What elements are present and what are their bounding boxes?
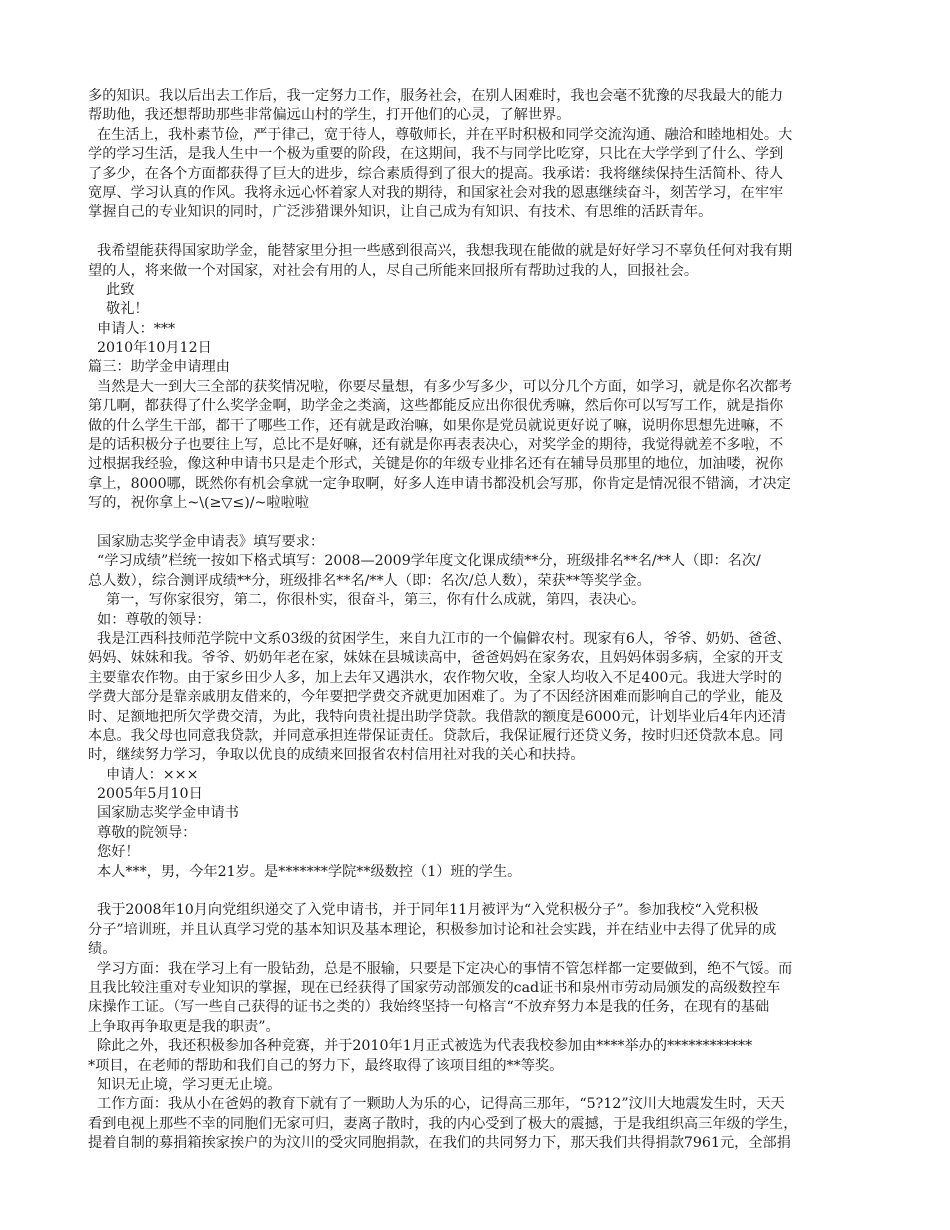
text-line: 此致: [88, 281, 135, 298]
text-line: 做的什么学生干部，都干了哪些工作，还有就是政治嘛，如果你是党员就说更好说了嘛，说明你思想先进嘛，不: [88, 417, 784, 434]
text-line: 第一，写你家很穷，第二，你很朴实，很奋斗，第三，你有什么成就，第四，表决心。: [88, 592, 646, 609]
blank-line: [88, 223, 950, 242]
text-line: 学的学习生活，是我人生中一个极为重要的阶段，在这期间，我不与同学比吃穿，只比在大学学到了什么、学到: [88, 146, 784, 163]
text-line: 时、足额地把所欠学费交清，为此，我特向贵社提出助学贷款。我借款的额度是6000元，计划毕业后4年内还清: [88, 708, 786, 725]
text-line: 工作方面：我从小在爸妈的教育下就有了一颗助人为乐的心，记得高三那年，“5?12”汶川大地震发生时，天天: [88, 1096, 785, 1113]
text-line: 妈妈、妹妹和我。爷爷、奶奶年老在家，妹妹在县城读高中，爸爸妈妈在家务农，且妈妈体弱多病，全家的开支: [88, 650, 784, 667]
text-line: 学习方面：我在学习上有一股钻劲，总是不服输，只要是下定决心的事情不管怎样都一定要做到，绝不气馁。而: [88, 960, 793, 977]
text-line: 您好！: [88, 844, 140, 861]
text-line: 我希望能获得国家助学金，能替家里分担一些感到很高兴，我想我现在能做的就是好好学习不辜负任何对我有期: [88, 243, 793, 260]
text-line: 在生活上，我朴素节俭，严于律己，宽于待人，尊敬师长，并在平时积极和同学交流沟通、融洽和睦地相处。大: [88, 126, 793, 143]
text-line: 国家励志奖学金申请书: [88, 805, 239, 822]
text-line: 如：尊敬的领导：: [88, 611, 211, 628]
text-line: 多的知识。我以后出去工作后，我一定努力工作，服务社会，在别人困难时，我也会毫不犹豫的尽我最大的能力: [88, 88, 784, 104]
blank-line: [88, 882, 950, 901]
text-line: 分子”培训班，并且认真学习党的基本知识及基本理论，积极参加讨论和社会实践，并在结业中去得了优异的成: [88, 921, 777, 938]
text-line: 总人数），综合测评成绩**分，班级排名**名/**人（即：名次/总人数），荣获**等奖学金。: [88, 572, 651, 589]
text-line: 除此之外，我还积极参加各种竞赛，并于2010年1月正式被选为代表我校参加由****举办的************: [88, 1038, 753, 1055]
text-line: 知识无止境，学习更无止境。: [88, 1076, 282, 1093]
text-line: 2005年5月10日: [88, 786, 203, 803]
text-line: 拿上，8000哪，既然你有机会拿就一定争取啊，好多人连申请书都没机会写那，你肯定是情况很不错滴，才决定: [88, 475, 791, 492]
text-line: 主要靠农作物。由于家乡田少人多，加上去年又遇洪水，农作物欠收，全家人均收入不足400元。我进大学时的: [88, 669, 782, 686]
text-line: 床操作工证。（写一些自己获得的证书之类的）我始终坚持一句格言“不放弃努力本是我的任务，在现有的基础: [88, 999, 770, 1016]
blank-line: [88, 514, 950, 533]
text-line: 掌握自己的专业知识的同时，广泛涉猎课外知识，让自己成为有知识、有技术、有思维的活跃青年。: [88, 204, 713, 221]
text-line: 且我比较注重对专业知识的掌握，现在已经获得了国家劳动部颁发的cad证书和泉州市劳动局颁发的高级数控车: [88, 979, 781, 996]
text-line: 是的话积极分子也要往上写，总比不是好嘛，还有就是你再表表决心，对奖学金的期待，我觉得就差不多啦，不: [88, 437, 784, 454]
text-line: 提着自制的募捐箱挨家挨户的为汶川的受灾同胞捐款，在我们的共同努力下，那天我们共得捐款7961元，全部捐: [88, 1135, 791, 1152]
text-line: 时，继续努力学习，争取以优良的成绩来回报省农村信用社对我的关心和扶持。: [88, 747, 585, 764]
text-line: 学费大部分是靠亲戚朋友借来的，今年要把学费交齐就更加困难了。为了不因经济困难而影响自己的学业，能及: [88, 689, 784, 706]
text-line: 当然是大一到大三全部的获奖情况啦，你要尽量想，有多少写多少，可以分几个方面，如学习，就是你名次都考: [88, 378, 793, 395]
text-line: 上争取再争取更是我的职责”。: [88, 1018, 280, 1035]
text-line: 我于2008年10月向党组织递交了入党申请书，并于同年11月被评为“入党积极分子”。参加我校“入党积极: [88, 902, 759, 919]
text-line: 第几啊，都获得了什么奖学金啊，助学金之类滴，这些都能反应出你很优秀嘛，然后你可以写写工作，就是指你: [88, 398, 784, 415]
text-line: 宽厚、学习认真的作风。我将永远心怀着家人对我的期待，和国家社会对我的恩惠继续奋斗，刻苦学习，在牢牢: [88, 184, 784, 201]
text-line: “学习成绩”栏统一按如下格式填写：2008—2009学年度文化课成绩**分，班级排名**名/**人（即：名次/: [88, 553, 761, 570]
text-line: 篇三：助学金申请理由: [88, 359, 230, 376]
text-line: 申请人：×××: [88, 766, 199, 783]
text-line: 过根据我经验，像这种申请书只是走个形式，关键是你的年级专业排名还有在辅导员那里的地位，加油喽，祝你: [88, 456, 784, 473]
text-line: 国家励志奖学金申请表》填写要求：: [88, 533, 325, 550]
text-line: 了多少，在各个方面都获得了巨大的进步，综合素质得到了很大的提高。我承诺：我将继续保持生活简朴、待人: [88, 165, 784, 182]
text-line: 2010年10月12日: [88, 340, 212, 357]
text-line: 看到电视上那些不幸的同胞们无家可归，妻离子散时，我的内心受到了极大的震撼，于是我组织高三年级的学生，: [88, 1115, 798, 1132]
text-line: 本人***，男，今年21岁。是*******学院**级数控（1）班的学生。: [88, 863, 522, 880]
text-line: 申请人：***: [88, 320, 176, 337]
text-line: 尊敬的院领导：: [88, 824, 197, 841]
text-line: 帮助他，我还想帮助那些非常偏远山村的学生，打开他们的心灵，了解世界。: [88, 107, 571, 124]
text-line: 本息。我父母也同意我贷款，并同意承担连带保证责任。贷款后，我保证履行还贷义务，按时归还贷款本息。同: [88, 727, 784, 744]
text-line: 写的，祝你拿上~\(≥▽≤)/~啦啦啦: [88, 495, 309, 512]
text-line: *项目，在老师的帮助和我们自己的努力下，最终取得了该项目组的**等奖。: [88, 1057, 564, 1074]
text-line: 绩。: [88, 941, 117, 958]
text-line: 我是江西科技师范学院中文系03级的贫困学生，来自九江市的一个偏僻农村。现家有6人，爷爷、奶奶、爸爸、: [88, 630, 791, 647]
text-line: 望的人，将来做一个对国家，对社会有用的人，尽自己所能来回报所有帮助过我的人，回报社会。: [88, 262, 699, 279]
text-line: 敬礼！: [88, 301, 149, 318]
